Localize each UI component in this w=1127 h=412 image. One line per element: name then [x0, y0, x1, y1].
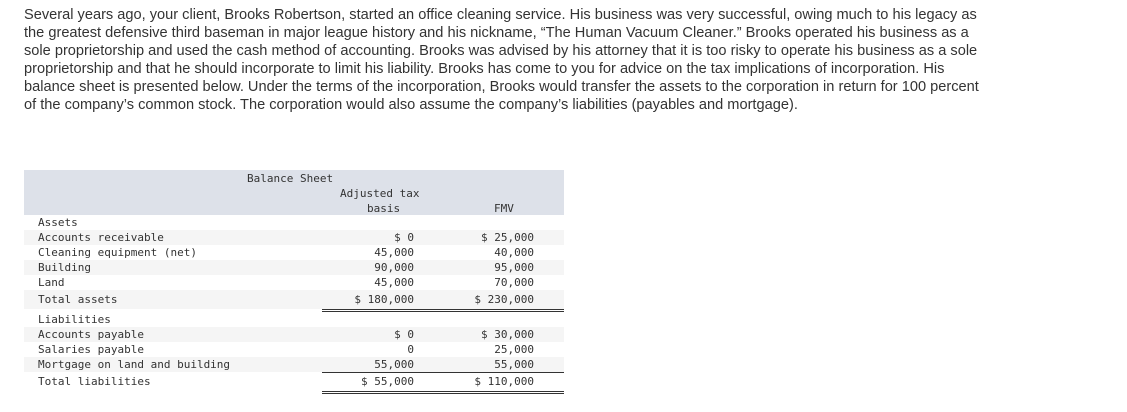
basis-value: 90,000: [374, 261, 414, 274]
basis-value: $ 55,000: [361, 375, 414, 388]
section-heading-assets: [24, 215, 564, 230]
table-title: Balance Sheet: [247, 172, 334, 185]
col-header-basis-line1: Adjusted tax: [340, 187, 420, 200]
row-label: Mortgage on land and building: [38, 358, 231, 371]
table-row: [24, 357, 564, 372]
row-label: Accounts receivable: [38, 231, 164, 244]
table-row: [24, 275, 564, 290]
table-row: [24, 230, 564, 245]
fmv-value: $ 30,000: [481, 328, 534, 341]
table-row: [24, 245, 564, 260]
fmv-value: $ 110,000: [474, 375, 534, 388]
row-label: Assets: [38, 216, 78, 229]
table-row: [24, 342, 564, 357]
fmv-value: $ 25,000: [481, 231, 534, 244]
basis-value: 45,000: [374, 246, 414, 259]
fmv-value: 70,000: [494, 276, 534, 289]
fmv-value: $ 230,000: [474, 293, 534, 306]
balance-sheet-table: [24, 170, 564, 391]
basis-value: $ 0: [394, 231, 414, 244]
table-row: [24, 327, 564, 342]
fmv-value: 55,000: [494, 358, 534, 371]
fmv-value: 95,000: [494, 261, 534, 274]
fmv-value: 40,000: [494, 246, 534, 259]
row-label: Salaries payable: [38, 343, 144, 356]
col-header-fmv: FMV: [494, 202, 514, 215]
row-label: Land: [38, 276, 65, 289]
row-label: Liabilities: [38, 313, 111, 326]
basis-value: 0: [407, 343, 414, 356]
row-label: Accounts payable: [38, 328, 144, 341]
section-heading-liabilities: [24, 312, 564, 327]
table-row: [24, 260, 564, 275]
col-header-basis-line2: basis: [367, 202, 401, 215]
total-double-rule: [322, 391, 564, 394]
basis-value: $ 180,000: [354, 293, 414, 306]
fmv-value: 25,000: [494, 343, 534, 356]
problem-text: Several years ago, your client, Brooks Robertson, started an office cleaning service. His business was very successful, owing much to his legacy as the greatest defensive third baseman in major league history and his nickname, “The Human Vacuum Cleaner.” Brooks operated his business as a sole proprietorship and used the cash method of accounting. Brooks was advised by his attorney that it is too risky to operate his business as a sole proprietorship and that he should incorporate to limit his liability. Brooks has come to you for advice on the tax implications of incorporation. His balance sheet is presented below. Under the terms of the incorporation, Brooks would transfer the assets to the corporation in return for 100 percent of the company’s common stock. The corporation would also assume the company’s liabilities (payables and mortgage).: [24, 7, 979, 113]
basis-value: 55,000: [374, 358, 414, 371]
total-liabilities-row: [24, 372, 564, 391]
basis-value: 45,000: [374, 276, 414, 289]
row-label: Cleaning equipment (net): [38, 246, 197, 259]
basis-value: $ 0: [394, 328, 414, 341]
row-label: Total liabilities: [38, 375, 151, 388]
row-label: Total assets: [38, 293, 118, 306]
table-header: [24, 170, 564, 215]
row-label: Building: [38, 261, 91, 274]
total-assets-row: [24, 290, 564, 309]
